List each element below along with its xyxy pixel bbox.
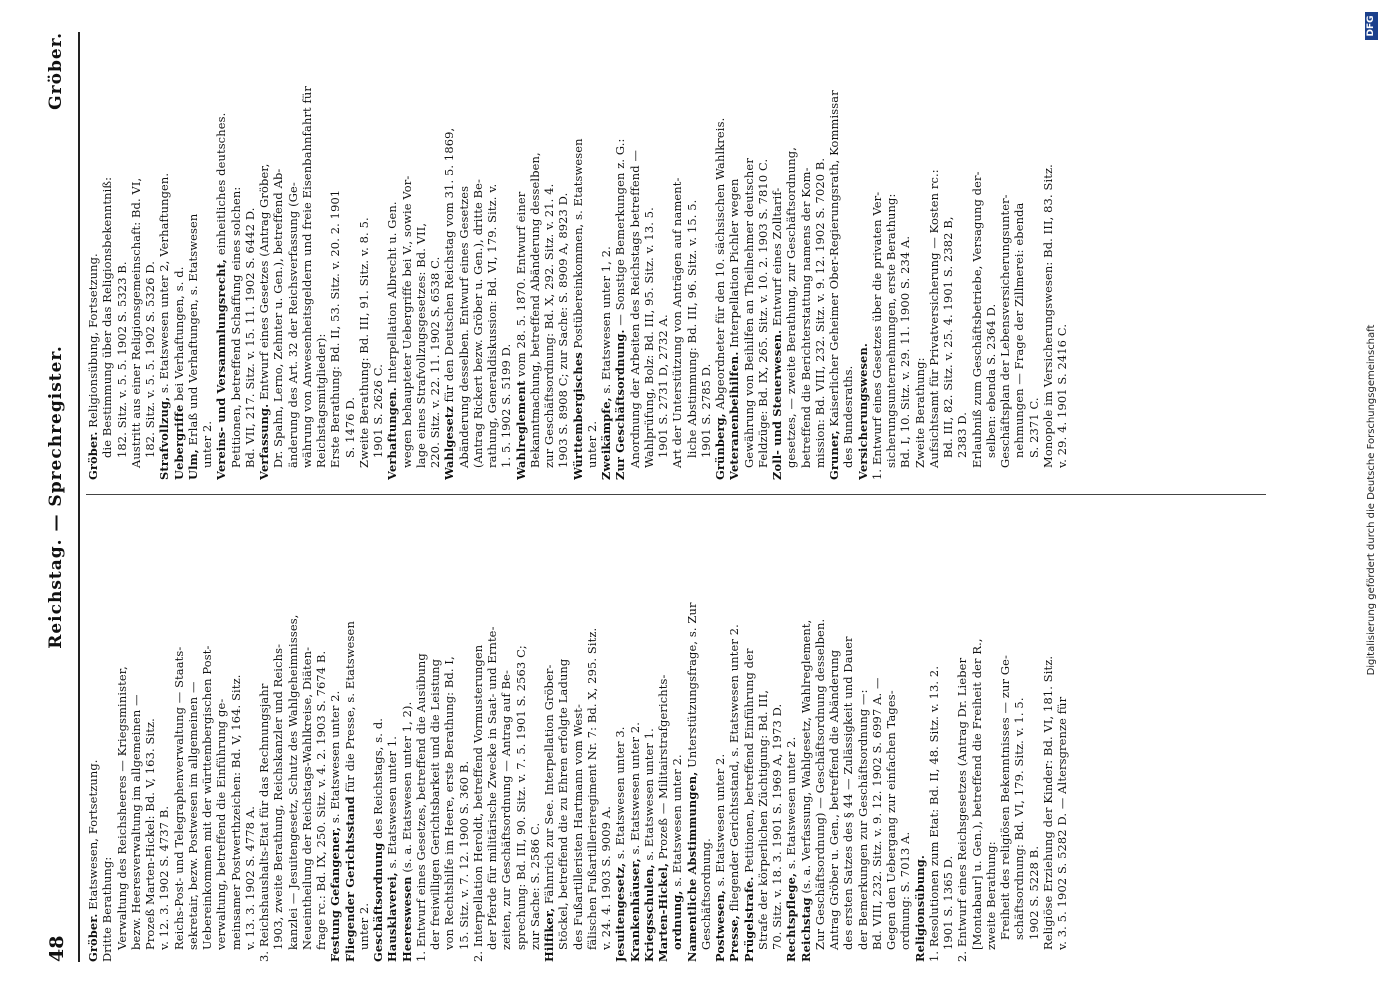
- left-column: [86, 512, 1069, 962]
- index-line: 1901 S. 2785 D.: [698, 363, 713, 458]
- index-line: Dr. Spahn, Lerno, Zehnter u. Gen.), betreffend Ab-: [271, 168, 286, 468]
- index-keyword: Zweikämpfe,: [599, 397, 613, 480]
- digitization-credit: Digitalisierung gefördert durch die Deutsche Forschungsgemeinschaft: [1366, 324, 1377, 676]
- index-line: 15. Sitz. v. 7. 12. 1900 S. 360 B.: [456, 760, 471, 950]
- index-line: verwaltung, betreffend die Einführung ge-: [214, 698, 229, 950]
- index-keyword: Namentliche Abstimmungen,: [684, 771, 699, 962]
- index-line: Bd. III, 82. Sitz. v. 25. 4. 1901 S. 2382 B,: [941, 216, 955, 458]
- index-line: S. 1476 D.: [342, 396, 357, 458]
- index-line: 220. Sitz. v. 22. 11. 1902 S. 6538 C.: [428, 256, 442, 468]
- index-line: der Pferde für militärische Zwecke in Saat- und Ernte-: [485, 626, 499, 950]
- index-line: v. 3. 5. 1902 S. 5282 D. — Altersgrenze für: [1055, 696, 1069, 950]
- index-line: Zweite Berathung:: [912, 357, 927, 468]
- index-keyword: Rechtspflege,: [784, 872, 799, 962]
- index-line: 1903 S. 8908 C; zur Sache: S. 8909 A, 8923 D.: [556, 192, 571, 468]
- index-line: Art der Unterstützung von Anträgen auf nament-: [670, 177, 685, 468]
- index-line: Bekanntmachung, betreffend Abänderung desselben,: [527, 152, 542, 468]
- index-line: schäftsordnung: Bd. VI, 179. Sitz. v. 1. 5.: [1012, 697, 1027, 940]
- index-line: Wahlreglement vom 28. 5. 1870. Entwurf einer: [513, 191, 528, 480]
- index-line: Geschäftsplan der Lebensversicherungsunter-: [998, 194, 1012, 468]
- index-line: Heereswesen (s. a. Etatswesen unter 1, 2).: [399, 701, 414, 962]
- index-line: Religiöse Erziehung der Kinder: Bd. VI, 181. Sitz.: [1040, 655, 1055, 950]
- index-keyword: Presse,: [727, 915, 742, 962]
- index-line: v. 29. 4. 1901 S. 2416 C.: [1055, 323, 1069, 468]
- index-line: Erlaubniß zum Geschäftsbetriebe, Versagung der-: [969, 171, 984, 468]
- index-line: die Bestimmung über das Religionsbekenntniß:: [100, 176, 115, 458]
- index-line: kanzlei — Jesuitengesetz, Schutz des Wahlgeheimnisses,: [285, 614, 300, 950]
- index-line: des Fußartilleristen Hartmann vom West-: [570, 703, 585, 950]
- index-line: 1. Entwurf eines Gesetzes über die privaten Ver-: [869, 191, 884, 480]
- index-line: selben: ebenda S. 2364 D.: [983, 303, 998, 458]
- index-line: ordnung: S. 7013 A.: [898, 831, 913, 950]
- index-line: des ersten Satzes des § 44 — Zulässigkeit und Dauer: [841, 636, 856, 950]
- index-line: 182. Sitz. v. 5. 5. 1902 S. 5323 B.: [114, 261, 129, 458]
- index-line: Strafvollzug, s. Etatswesen unter 2, Verhaftungen.: [157, 172, 172, 480]
- index-keyword: Vereins- und Versammlungsrecht,: [214, 258, 229, 480]
- index-keyword: Hausklaverei,: [385, 872, 400, 962]
- index-keyword: ordnung,: [670, 890, 685, 950]
- index-line: Geschäftsordnung des Reichstags, s. d.: [371, 717, 385, 962]
- index-line: Reichstag (s. a. Verfassung, Wahlgesetz, Wahlreglement,: [798, 619, 813, 962]
- index-keyword: Kriegsschulen,: [641, 864, 656, 962]
- index-line: 2. Entwurf eines Reichsgesetzes (Antrag Dr. Lieber: [955, 657, 970, 962]
- running-header: [40, 32, 74, 962]
- index-line: 1901 S. 2731 D, 2732 A.: [656, 314, 670, 458]
- index-keyword: Gröber.: [86, 431, 100, 480]
- index-line: Gröber. Religionsübung, Fortsetzung.: [86, 253, 100, 480]
- index-line: 1. 5. 1902 S. 5199 D.: [499, 343, 514, 468]
- index-line: Rechtspflege, s. Etatswesen unter 2.: [784, 736, 799, 962]
- header-title: Reichstag. — Sprechregister.: [46, 345, 66, 649]
- index-line: lage eines Strafvollzugsgesetzes: Bd. VII,: [413, 222, 428, 468]
- index-line: sekretair, bezw. Postwesen im allgemeinen —: [185, 681, 200, 950]
- index-line: betreffend die Berichterstattung namens der Kom-: [798, 167, 813, 468]
- header-rule: [78, 32, 80, 962]
- index-line: Wahlgesetz für den Deutschen Reichstag vom 31. 5. 1869,: [442, 127, 457, 480]
- index-line: Gewährung von Beihilfen an Theilnehmer deutscher: [741, 158, 756, 468]
- index-keyword: Festung Gefangener,: [328, 826, 343, 962]
- index-line: Bd. VII, 217. Sitz. v. 15. 11. 1902 S. 6442 D.: [242, 207, 257, 468]
- index-line: Monopole im Versicherungswesen: Bd. III, 83. Sitz.: [1040, 164, 1055, 468]
- index-line: Feldzüge: Bd. IX, 265. Sitz. v. 10. 2. 1903 S. 7810 C.: [755, 158, 770, 468]
- index-keyword: Postwesen,: [713, 890, 727, 962]
- index-line: Petitionen, betreffend Schaffung eines solchen:: [228, 186, 243, 468]
- index-line: Freiheit des religiösen Bekenntnisses — zur Ge-: [998, 655, 1012, 940]
- index-line: Austritt aus einer Religionsgemeinschaft: Bd. VI,: [128, 177, 143, 468]
- index-line: 2. Interpellation Heroldt, betreffend Vormusterungen: [470, 644, 485, 962]
- index-line: 1901 S. 2626 C.: [371, 363, 385, 458]
- index-line: Dritte Berathung:: [100, 856, 115, 962]
- index-line: von Rechtshilfe im Heere, erste Berathung: Bd. I,: [442, 656, 457, 950]
- index-line: Vereins- und Versammlungsrecht, einheitliches deutsches.: [214, 112, 229, 480]
- index-line: Postwesen, s. Etatswesen unter 2.: [713, 753, 727, 962]
- index-line: 182. Sitz. v. 5. 5. 1902 S. 5326 D.: [143, 260, 157, 458]
- index-line: 2383 D.: [955, 411, 970, 458]
- index-line: Zweite Berathung: Bd. III, 91. Sitz. v. 8. 5.: [356, 217, 371, 468]
- index-keyword: Wahlreglement: [513, 380, 528, 480]
- index-line: S. 2371 C.: [1026, 397, 1041, 458]
- index-line: Jesuitengesetz, s. Etatswesen unter 3.: [613, 726, 628, 962]
- index-line: gesetzes, — zweite Berathung, zur Geschäftsordnung,: [784, 147, 799, 468]
- index-line: bezw. Heeresverwaltung im allgemeinen —: [128, 694, 143, 950]
- page-number: 48: [46, 935, 68, 962]
- index-line: Geschäftsordnung.: [698, 838, 713, 950]
- index-line: nehmungen — Frage der Zillmerei: ebenda: [1012, 202, 1027, 458]
- index-line: [913, 512, 927, 962]
- right-column: [86, 30, 1069, 480]
- index-line: frage rc.: Bd. IX, 250. Sitz. v. 4. 2. 1903 S. 7674 B.: [314, 650, 328, 950]
- index-line: Aufsichtsamt für Privatversicherung — Kosten rc.:: [926, 169, 941, 468]
- index-keyword: Heereswesen: [399, 876, 414, 962]
- index-line: Ulm, Erlaß und Verhaftungen, s. Etatswesen: [185, 213, 200, 480]
- index-line: Gegen den Uebergang zur einfachen Tages-: [884, 690, 898, 950]
- index-line: zweite Berathung:: [983, 841, 998, 950]
- index-line: Wahlprüfung, Bolz: Bd. III, 95. Sitz. v. 13. 5.: [641, 207, 656, 468]
- index-keyword: Reichstag: [798, 897, 813, 962]
- header-catchword: Gröber.: [46, 32, 66, 110]
- index-line: v. 13. 3. 1902 S. 4778 A.: [242, 805, 257, 950]
- index-keyword: Wahlgesetz: [442, 406, 457, 480]
- index-line: Zur Geschäftsordnung) — Geschäftsordnung desselben.: [812, 618, 827, 950]
- index-line: Verfassung. Entwurf eines Gesetzes (Antrag Gröber,: [257, 163, 271, 480]
- index-line: ordnung, s. Etatswesen unter 2.: [670, 754, 685, 950]
- index-line: zur Geschäftsordnung: Bd. X, 292. Sitz. v. 21. 4.: [542, 183, 556, 468]
- index-keyword: Gruner,: [827, 430, 841, 480]
- index-line: änderung des Art. 32 der Reichsverfassung (Ge-: [285, 182, 300, 468]
- index-keyword: Versicherungswesen.: [855, 343, 870, 480]
- index-line: Zur Geschäftsordnung. — Sonstige Bemerkungen z. G.:: [613, 138, 628, 480]
- index-line: Verwaltung des Reichsheeres — Kriegsminister,: [114, 666, 129, 950]
- index-line: Krankenhäuser, s. Etatswesen unter 2.: [627, 721, 642, 962]
- index-keyword: Strafvollzug,: [157, 396, 172, 480]
- index-line: Gruner, Kaiserlicher Geheimer Ober-Regierungsrath, Kommissar: [827, 90, 841, 480]
- index-keyword: Veteranenbeihilfen.: [727, 351, 742, 480]
- index-line: Neueintheilung der Reichstags-Wahlkreise, Diäten-: [299, 646, 314, 950]
- index-line: zur Sache: S. 2586 C.: [527, 822, 542, 950]
- index-line: mission: Bd. VIII, 232. Sitz. v. 9. 12. 1902 S. 7020 B.: [812, 157, 827, 468]
- index-line: der freiwilligen Gerichtsbarkeit und die Leistung: [428, 658, 442, 950]
- index-keyword: Geschäftsordnung: [371, 842, 385, 962]
- index-line: Zweikämpfe, s. Etatswesen unter 1, 2.: [599, 246, 613, 480]
- index-keyword: Zur Geschäftsordnung.: [613, 329, 628, 480]
- index-line: Namentliche Abstimmungen, Unterstützungsfrage, s. Zur: [684, 602, 699, 962]
- index-keyword: Hilfiker,: [542, 907, 556, 962]
- index-line: Marten-Hickel, Prozeß — Militairstrafgerichts-: [656, 674, 670, 962]
- index-line: Antrag Gröber u. Gen., betreffend die Abänderung: [827, 649, 841, 950]
- index-line: fälischen Fußartillerieregiment Nr. 7: Bd. X, 295. Sitz.: [584, 627, 599, 950]
- index-line: 1903, zweite Berathung, Reichskanzler und Reichs-: [271, 643, 286, 950]
- index-line: Stöckel, betreffend die zu Ehren erfolgte Ladung: [556, 658, 571, 950]
- index-line: Bd. VIII, 232. Sitz. v. 9. 12. 1902 S. 6997 A. —: [869, 677, 884, 950]
- index-line: sicherungsunternehmungen, erste Berathung:: [884, 193, 898, 468]
- index-line: der Bemerkungen zur Geschäftsordnung —:: [855, 689, 870, 950]
- index-line: 1902 S. 5228 B.: [1026, 845, 1041, 940]
- index-line: Uebereinkommen mit der württembergischen Post-: [200, 645, 214, 950]
- index-keyword: Verfassung.: [257, 403, 271, 480]
- index-line: Kriegsschulen, s. Etatswesen unter 1.: [641, 728, 656, 962]
- index-line: Uebergriffe bei Verhaftungen, s. d.: [171, 266, 186, 480]
- index-line: Zoll- und Steuerwesen. Entwurf eines Zolltarif-: [770, 187, 784, 480]
- index-line: unter 2.: [356, 902, 371, 950]
- index-line: 1901 S. 1365 D.: [941, 855, 955, 950]
- index-keyword: Jesuitengesetz,: [613, 862, 628, 962]
- index-line: des Bundesraths.: [841, 365, 856, 468]
- column-divider: [86, 494, 1266, 495]
- index-line: liche Abstimmung: Bd. III, 96. Sitz. v. 15. 5.: [684, 199, 699, 458]
- index-keyword: Marten-Hickel,: [656, 862, 670, 962]
- index-line: zeiten, zur Geschäftsordnung — Antrag auf Be-: [499, 669, 514, 950]
- index-keyword: Religionsübung.: [912, 855, 927, 962]
- index-line: [Montabaur] u. Gen.), betreffend die Freiheit der R.,: [969, 638, 984, 950]
- index-line: Hilfiker, Fähnrich zur See. Interpellation Gröber-: [542, 664, 556, 962]
- index-line: 1. Entwurf eines Gesetzes, betreffend die Ausübung: [413, 653, 428, 962]
- index-line: Württembergisches Postübereinkommen, s. Etatswesen: [570, 138, 585, 480]
- index-keyword: Krankenhäuser,: [627, 858, 642, 962]
- index-line: Strafe der körperlichen Züchtigung: Bd. III,: [755, 689, 770, 950]
- index-keyword: Gröber.: [86, 913, 100, 962]
- index-line: 1. Resolutionen zum Etat: Bd. II, 48. Sitz. v. 13. 2.: [926, 665, 941, 962]
- index-line: meinsamer Postwerthzeichen: Bd. V, 164. Sitz.: [228, 674, 243, 950]
- index-line: Erste Berathung: Bd. II, 53. Sitz. v. 20. 2. 1901: [328, 189, 343, 468]
- index-line: Reichs-Post- und Telegraphenverwaltung — Staats-: [171, 646, 186, 950]
- index-line: Abänderung desselben. Entwurf eines Gesetzes: [456, 185, 471, 468]
- index-line: rathung, Generaldiskussion: Bd. VI, 179. Sitz. v.: [485, 183, 499, 468]
- index-line: [856, 30, 870, 480]
- index-line: währung von Anwesenheitsgeldern und freie Eisenbahnfahrt für: [299, 86, 314, 468]
- index-line: Presse, fliegender Gerichtsstand, s. Etatswesen unter 2.: [727, 624, 742, 962]
- index-line: Hausklaverei, s. Etatswesen unter 1.: [385, 735, 400, 962]
- index-keyword: Grünberg,: [713, 413, 727, 480]
- index-line: Verhaftungen. Interpellation Albrecht u. Gen.: [385, 201, 400, 480]
- dfg-logo-icon: DFG: [1365, 12, 1378, 40]
- index-keyword: Verhaftungen.: [385, 387, 400, 480]
- index-line: Gröber. Etatswesen, Fortsetzung.: [86, 759, 100, 962]
- index-line: Grünberg, Abgeordneter für den 10. sächsischen Wahlkreis.: [713, 117, 727, 480]
- index-line: Reichstagsmitglieder):: [314, 333, 328, 468]
- index-line: Veteranenbeihilfen. Interpellation Pichler wegen: [727, 178, 742, 480]
- index-line: (Antrag Rickert bezw. Gröber u. Gen.), dritte Be-: [470, 178, 485, 468]
- index-line: 70. Sitz. v. 18. 3. 1901 S. 1969 A, 1973 D.: [770, 703, 784, 950]
- index-line: Bd. I, 10. Sitz. v. 29. 11. 1900 S. 234 A.: [898, 235, 913, 468]
- index-keyword: Ulm,: [185, 449, 200, 480]
- index-line: v. 12. 3. 1902 S. 4737 B.: [157, 805, 172, 950]
- index-line: Festung Gefangener, s. Etatswesen unter 2.: [328, 690, 343, 962]
- index-line: Fliegender Gerichtsstand für die Presse, s. Etatswesen: [342, 621, 357, 962]
- index-line: Anordnung der Arbeiten des Reichstags betreffend —: [627, 149, 642, 468]
- index-keyword: Prügelstrafe.: [741, 876, 756, 962]
- index-keyword: Uebergriffe: [171, 404, 186, 480]
- index-line: 3. Reichshaushalts-Etat für das Rechnungsjahr: [257, 683, 271, 962]
- index-line: Prügelstrafe. Petitionen, betreffend Einführung der: [741, 648, 756, 962]
- index-line: unter 2.: [584, 420, 599, 468]
- index-line: v. 24. 4. 1903 S. 9009 A.: [599, 805, 613, 950]
- index-line: Prozeß Marten-Hickel: Bd. V, 163. Sitz.: [143, 718, 157, 950]
- index-keyword: Württembergisches: [570, 352, 585, 480]
- index-keyword: Fliegender Gerichtsstand: [342, 796, 357, 962]
- index-line: sprechung: Bd. III, 90. Sitz. v. 7. 5. 1901 S. 2563 C;: [513, 645, 528, 950]
- index-line: unter 2.: [200, 420, 214, 468]
- index-line: wegen behaupteter Uebergriffe bei V., sowie Vor-: [399, 175, 414, 468]
- index-keyword: Zoll- und Steuerwesen.: [770, 329, 784, 480]
